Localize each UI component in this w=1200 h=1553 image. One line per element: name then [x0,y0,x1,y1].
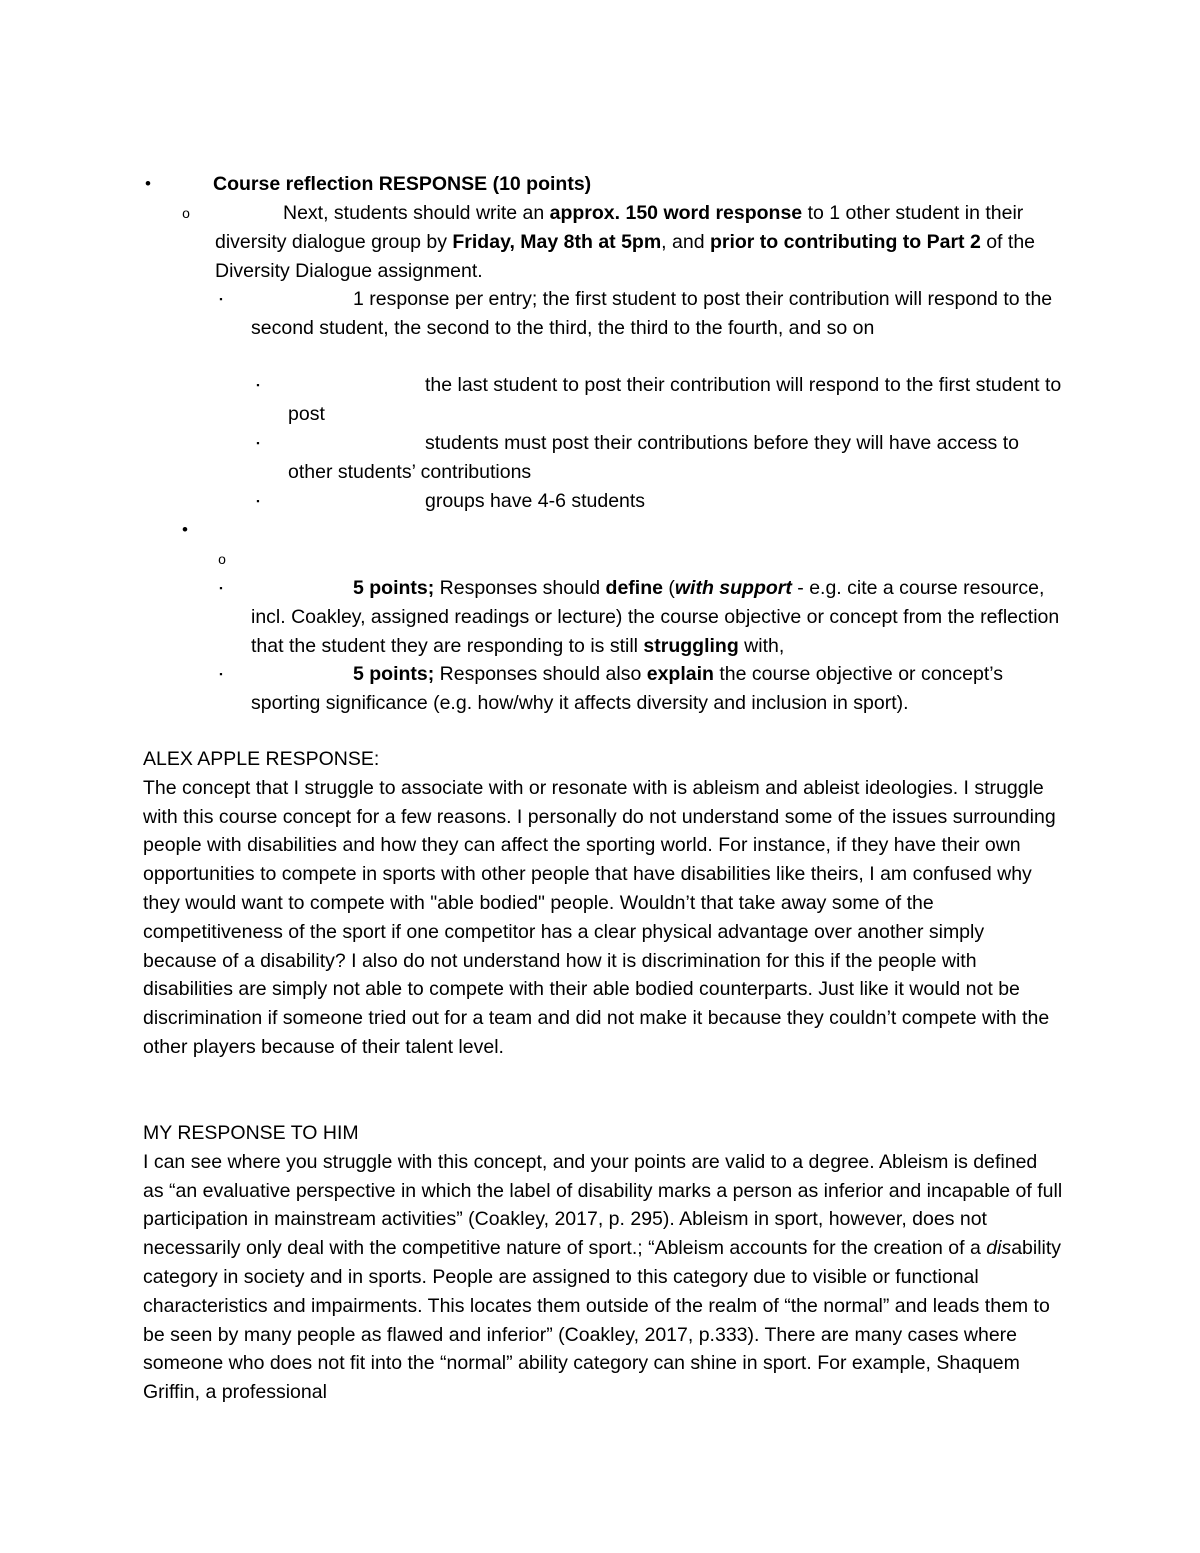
my-response-body: I can see where you struggle with this concept, and your points are valid to a degree. Ableism is defined as “an evaluative perspective in which the label of disability marks a person as inferior and incapable of full participation in mainstream activities” (Coakley, 2017, p. 295). Ableism in sport, however, does not necessarily only deal with the competitive nature of sport.; “Ableism accounts for the creation of a disability category in society and in sports. People are assigned to this category due to visible or functional characteristics and impairments. This locates them outside of the realm of “the normal” and leads them to be seen by many people as flawed and inferior” (Coakley, 2017, p.333). There are many cases where someone who does not fit into the “normal” ability category can shine in sport. For example, Shaquem Griffin, a professional [143,1150,1063,1404]
criterion-define: 5 points; Responses should define (with support - e.g. cite a course resource, incl. Coakley, assigned readings or lecture) the course objective or concept from the reflection that the student they are responding to is still struggling with, [251,577,1060,657]
bullet-l3: ▪ [219,669,223,679]
course-reflection-heading: Course reflection RESPONSE (10 points) [213,173,592,195]
alex-apple-response-section [143,745,1063,1062]
my-response-heading: MY RESPONSE TO HIM [143,1122,359,1144]
criterion-explain: 5 points; Responses should also explain the course objective or concept’s sporting significance (e.g. how/why it affects diversity and inclusion in sport). [251,663,1003,714]
sub-point-group-size: groups have 4-6 students [425,490,646,512]
bullet-l4: ▪ [256,496,260,506]
instruction-paragraph: Next, students should write an approx. 150 word response to 1 other student in their diversity dialogue group by Friday, May 8th at 5pm, and prior to contributing to Part 2 of the Diversity Dialogue assignment. [215,202,1036,282]
alex-response-heading: ALEX APPLE RESPONSE: [143,748,380,770]
empty-bullet-l2: o [218,551,226,567]
response-rule: 1 response per entry; the first student to post their contribution will respond to the second student, the second to the third, the third to the fourth, and so on [251,288,1053,339]
bullet-l3: ▪ [219,583,223,593]
alex-response-body: The concept that I struggle to associate with or resonate with is ableism and ableist ideologies. I struggle with this course concept for a few reasons. I personally do not understand some of the issues surrounding people with disabilities and how they can affect the sporting world. For instance, if they have their own opportunities to compete in sports with other people that have disabilities like theirs, I am confused why they would want to compete with "able bodied" people. Wouldn’t that take away some of the competitiveness of the sport if one competitor has a clear physical advantage over another simply because of a disability? I also do not understand how it is discrimination for this if the people with disabilities are simply not able to compete with their able bodied counterparts. Just like it would not be discrimination if someone tried out for a team and did not make it because they couldn’t compete with the other players because of their talent level. [143,776,1056,1058]
bullet-l4: ▪ [256,380,260,390]
my-response-section [143,1119,1063,1407]
sub-point-last-student: the last student to post their contribution will respond to the first student to post [288,374,1062,425]
bullet-l4: ▪ [256,438,260,448]
empty-bullet-l1: • [182,520,188,539]
sub-point-post-first: students must post their contributions before they will have access to other students’ contributions [288,432,1019,483]
bullet-l2: o [182,205,190,221]
bullet-l3: ▪ [219,294,223,304]
bullet-l1: • [145,174,151,193]
